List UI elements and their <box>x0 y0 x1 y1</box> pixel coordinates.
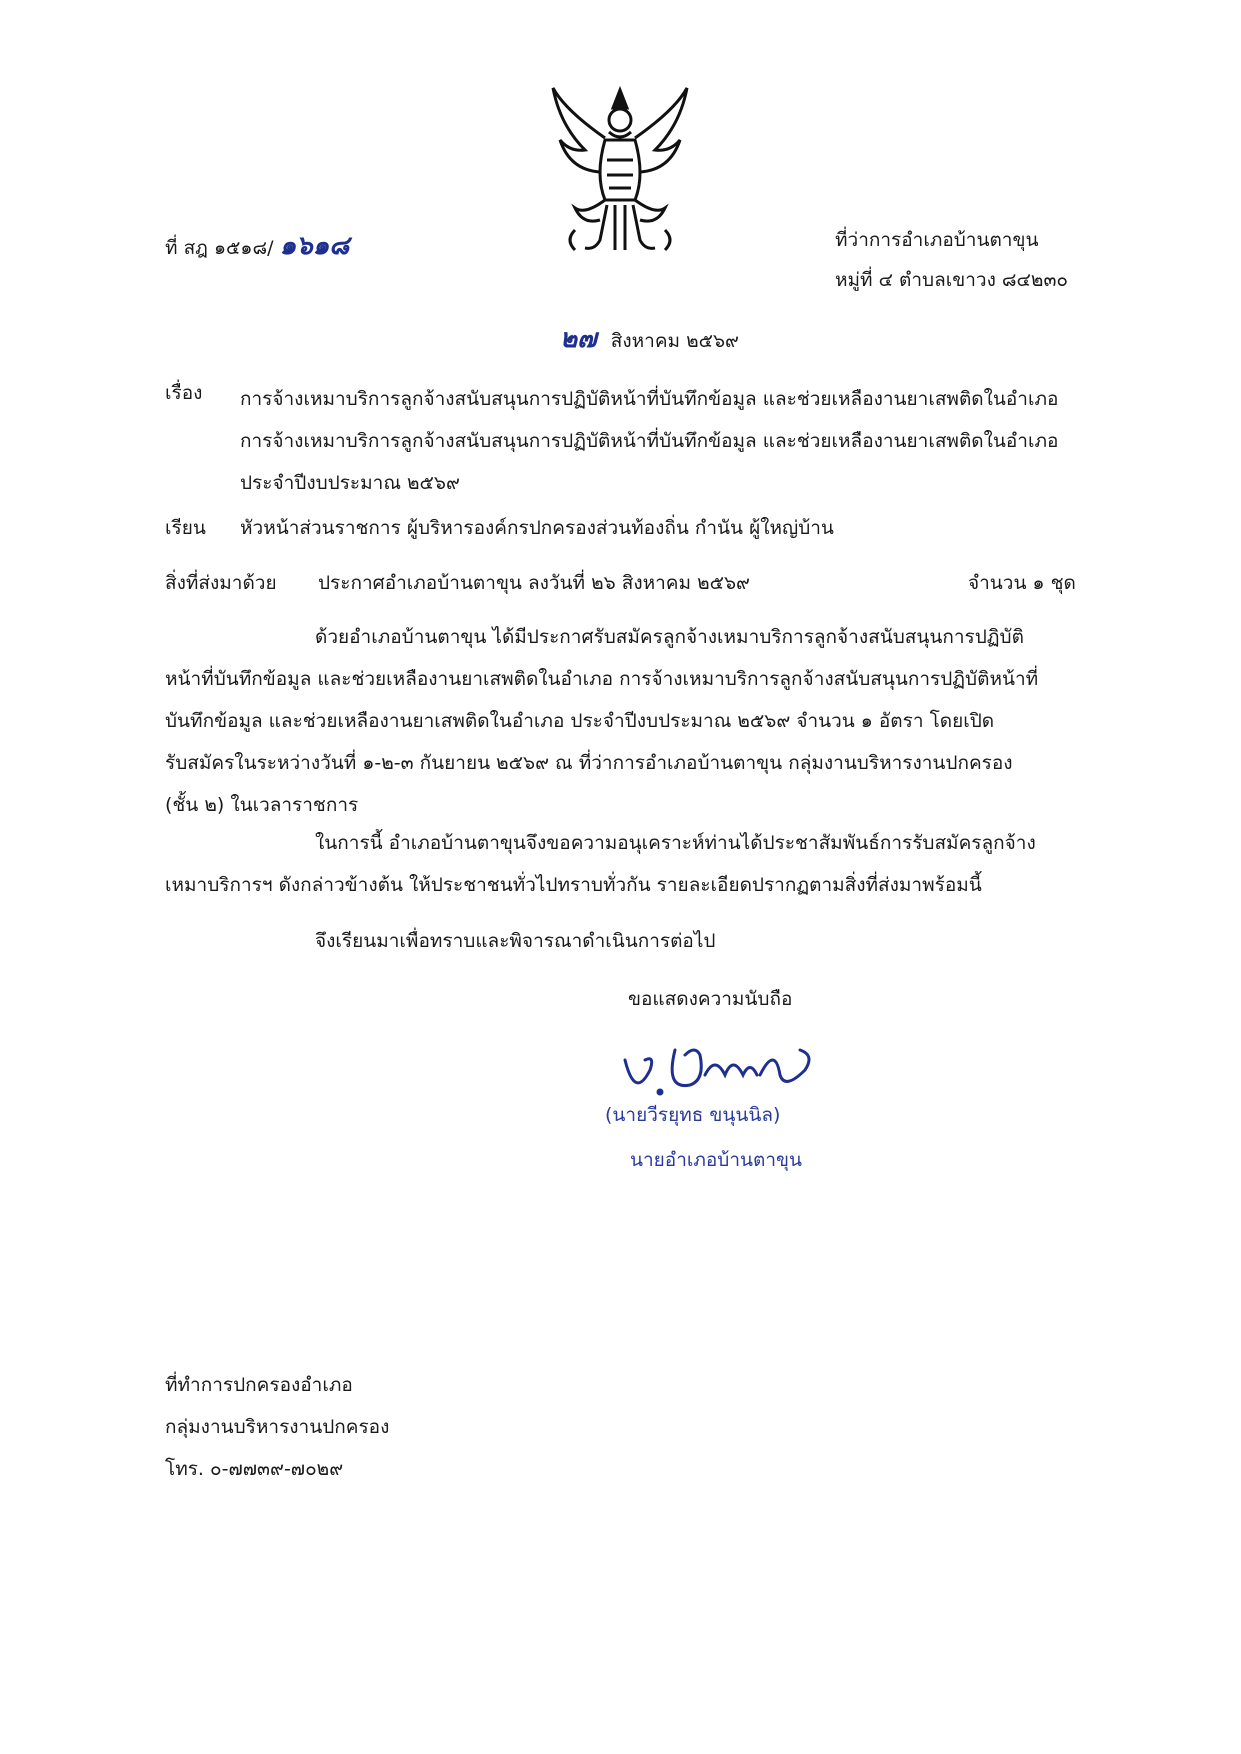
paragraph-line: บันทึกข้อมูล และช่วยเหลืองานยาเสพติดในอำเภอ ประจำปีงบประมาณ ๒๕๖๙ จำนวน ๑ อัตรา โดยเปิด <box>165 710 995 732</box>
office-address: หมู่ที่ ๔ ตำบลเขาวง ๘๔๒๓๐ <box>835 269 1069 291</box>
paragraph-line: ในการนี้ อำเภอบ้านตาขุนจึงขอความอนุเคราะห์ท่านได้ประชาสัมพันธ์การรับสมัครลูกจ้าง <box>315 832 1036 854</box>
paragraph-line: ด้วยอำเภอบ้านตาขุน ได้มีประกาศรับสมัครลูกจ้างเหมาบริการลูกจ้างสนับสนุนการปฏิบัติ <box>315 626 1024 648</box>
reference-number-handwritten: ๑๖๑๘ <box>279 231 350 261</box>
paragraph-line: เหมาบริการฯ ดังกล่าวข้างต้น ให้ประชาชนทั่วไปทราบทั่วกัน รายละเอียดปรากฏตามสิ่งที่ส่งมาพร้อมนี้ <box>165 874 982 896</box>
enclosure-label: สิ่งที่ส่งมาด้วย <box>165 572 277 594</box>
handwritten-signature <box>605 1030 835 1110</box>
signatory-name: (นายวีรยุทธ ขนุนนิล) <box>605 1104 781 1126</box>
garuda-emblem <box>545 80 695 258</box>
recipient-text: หัวหน้าส่วนราชการ ผู้บริหารองค์กรปกครองส่วนท้องถิ่น กำนัน ผู้ใหญ่บ้าน <box>240 517 834 539</box>
footer-phone: โทร. ๐-๗๗๓๙-๗๐๒๙ <box>165 1458 344 1480</box>
subject-label: เรื่อง <box>165 382 203 404</box>
closing-sentence: จึงเรียนมาเพื่อทราบและพิจารณาดำเนินการต่อไป <box>315 930 716 952</box>
subject-line: ประจำปีงบประมาณ ๒๕๖๙ <box>240 472 460 494</box>
paragraph-line: (ชั้น ๒) ในเวลาราชการ <box>165 794 359 816</box>
body-paragraph-1 <box>165 616 1120 826</box>
reference-prefix: ที่ สฎ ๑๕๑๘/ <box>165 237 274 259</box>
body-paragraph-2 <box>165 822 1120 906</box>
date-month-year: สิงหาคม ๒๕๖๙ <box>610 330 739 352</box>
recipient-label: เรียน <box>165 517 206 539</box>
subject-line: การจ้างเหมาบริการลูกจ้างสนับสนุนการปฏิบัติหน้าที่บันทึกข้อมูล และช่วยเหลืองานยาเสพติดในอำเภอ <box>240 388 1059 410</box>
reference-number <box>165 225 349 266</box>
signatory-title: นายอำเภอบ้านตาขุน <box>630 1149 803 1171</box>
footer-office: ที่ทำการปกครองอำเภอ <box>165 1374 353 1396</box>
enclosure-text: ประกาศอำเภอบ้านตาขุน ลงวันที่ ๒๖ สิงหาคม ๒๕๖๙ <box>318 572 750 594</box>
date-day-handwritten: ๒๗ <box>560 324 597 354</box>
subject-line: การจ้างเหมาบริการลูกจ้างสนับสนุนการปฏิบัติหน้าที่บันทึกข้อมูล และช่วยเหลืองานยาเสพติดในอำเภอ <box>240 430 1059 452</box>
paragraph-line: รับสมัครในระหว่างวันที่ ๑-๒-๓ กันยายน ๒๕๖๙ ณ ที่ว่าการอำเภอบ้านตาขุน กลุ่มงานบริหารงานปกครอง <box>165 752 1013 774</box>
subject-text <box>240 378 1058 504</box>
office-name: ที่ว่าการอำเภอบ้านตาขุน <box>835 229 1039 251</box>
paragraph-line: หน้าที่บันทึกข้อมูล และช่วยเหลืองานยาเสพติดในอำเภอ การจ้างเหมาบริการลูกจ้างสนับสนุนการปฏิบัติหน้าที่ <box>165 668 1039 690</box>
enclosure-quantity: จำนวน ๑ ชุด <box>968 572 1076 594</box>
regards-text: ขอแสดงความนับถือ <box>628 988 793 1010</box>
footer-department: กลุ่มงานบริหารงานปกครอง <box>165 1416 390 1438</box>
document-date <box>560 318 739 359</box>
